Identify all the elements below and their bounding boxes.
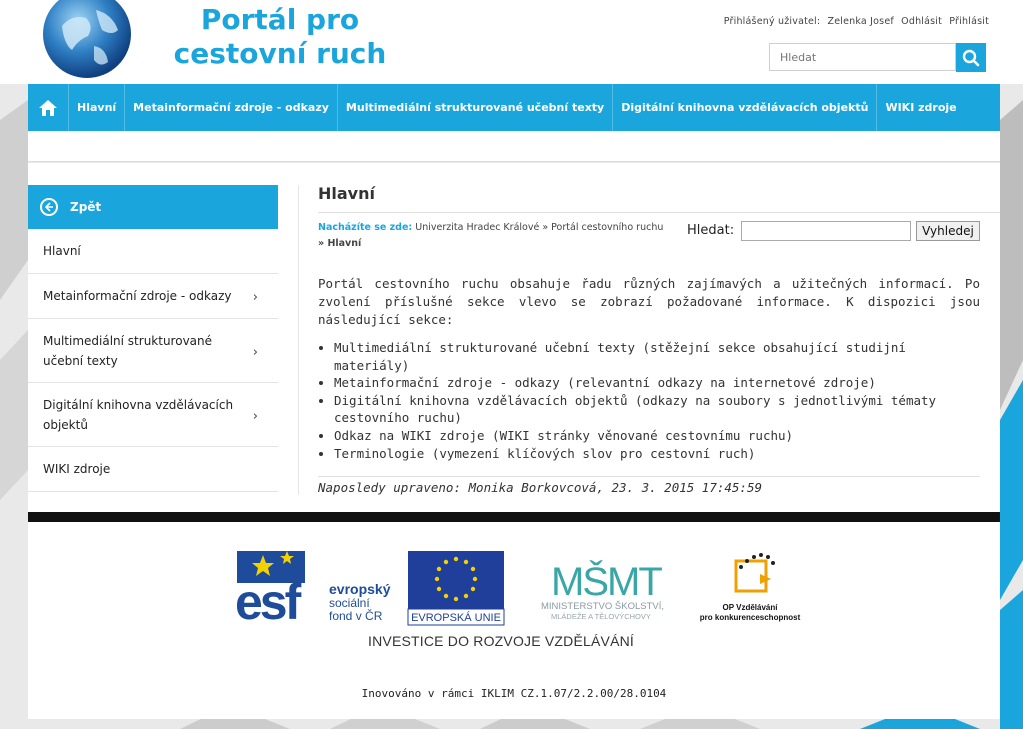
site-title-line2: cestovní ruch [173,37,387,70]
svg-text:esf: esf [235,574,299,630]
user-name[interactable]: Zelenka Josef [827,16,894,27]
esf-line3: fond v ČR [329,609,383,623]
chevron-right-icon: › [252,344,258,360]
sub-navigation-bar [28,131,1000,162]
project-info: Inovováno v rámci IKLIM CZ.1.07/2.2.00/28.0104 [361,687,667,700]
nav-item-metainformacni[interactable]: Metainformační zdroje - odkazy [124,84,337,131]
content-search-label: Hledat: [687,223,735,238]
list-item: • Multimediální strukturované učební texty (stěžejní sekce obsahující studijní materiály) [334,339,980,374]
esf-line2: sociální [329,596,370,610]
msmt-logo-icon [541,559,664,621]
op-line1: OP Vzdělávání [722,603,778,612]
sidebar-item-label: Hlavní [43,244,81,258]
sidebar-item-label: Digitální knihovna vzdělávacích objektů [43,397,234,432]
sidebar [28,185,278,492]
sidebar-item-wiki[interactable] [28,447,278,492]
last-modified: Naposledy upraveno: Monika Borkovcová, 23. 3. 2015 17:45:59 [318,480,763,496]
sidebar-item-multimedialni[interactable] [28,319,278,383]
home-icon [38,99,58,117]
footer-divider [28,512,1000,522]
eu-label: EVROPSKÁ UNIE [411,612,501,624]
list-item: • Digitální knihovna vzdělávacích objektů (odkazy na soubory s jednotlivými tématy cestovního ruchu) [334,392,980,427]
globe-logo-icon[interactable] [42,0,132,80]
list-item: • Metainformační zdroje - odkazy (relevantní odkazy na internetové zdroje) [334,374,980,392]
page-title: Hlavní [318,184,375,203]
msmt-line2: MLÁDEŽE A TĚLOVÝCHOVY [551,612,651,621]
divider [318,476,980,477]
breadcrumb-row [318,213,1000,253]
site-title[interactable] [160,3,400,71]
main-navigation [28,84,1000,131]
back-button[interactable] [28,185,278,229]
content-search-button[interactable]: Vyhledej [916,221,980,241]
user-label: Přihlášený uživatel: [723,16,821,27]
breadcrumb [318,220,698,252]
sidebar-item-digitalni-knihovna[interactable] [28,383,278,447]
esf-line1: evropský [329,581,391,597]
user-bar [720,16,989,27]
content-area [298,185,1000,495]
list-item: • Odkaz na WIKI zdroje (WIKI stránky věnované cestovnímu ruchu) [334,427,980,445]
back-label: Zpět [70,200,102,214]
nav-item-digitalni-knihovna[interactable]: Digitální knihovna vzdělávacích objektů [612,84,876,131]
header-search-input[interactable] [769,43,956,71]
content-search-input[interactable] [741,221,911,241]
list-item: • Terminologie (vymezení klíčových slov pro cestovní ruch) [334,445,980,463]
chevron-right-icon: › [252,290,258,305]
esf-logo-icon [235,551,391,630]
msmt-line1: MINISTERSTVO ŠKOLSTVÍ, [541,601,664,612]
sidebar-item-hlavni[interactable] [28,229,278,274]
section-list [318,339,980,462]
nav-item-wiki[interactable]: WIKI zdroje [876,84,964,131]
breadcrumb-path[interactable]: Univerzita Hradec Králové » Portál cestovního ruchu [415,222,664,233]
intro-text: Portál cestovního ruchu obsahuje řadu různých zajímavých a užitečných informací. Po zvolení příslušné sekce vlevo se zobrazí požadované informace. K dispozici jsou následující sekce: [318,276,980,327]
site-title-line1: Portál pro [200,3,360,36]
breadcrumb-label: Nacházíte se zde: [318,222,413,233]
footer [28,522,1000,719]
op-logo-icon [700,553,801,622]
site-header [0,0,1023,84]
chevron-right-icon: › [252,408,258,424]
search-icon [962,49,980,67]
sidebar-item-label: Metainformační zdroje - odkazy [43,289,232,303]
svg-text:MŠMT: MŠMT [551,560,661,604]
login-link[interactable]: Přihlásit [949,16,989,27]
eu-flag-icon [408,551,504,625]
nav-home[interactable] [28,84,68,131]
main-area [28,163,1000,512]
sidebar-item-metainformacni[interactable] [28,274,278,319]
header-search-button[interactable] [956,43,986,72]
breadcrumb-current: » Hlavní [318,238,362,249]
arrow-left-icon [40,198,58,216]
nav-item-hlavni[interactable]: Hlavní [68,84,124,131]
logout-link[interactable]: Odhlásit [901,16,943,27]
nav-item-multimedialni[interactable]: Multimediální strukturované učební texty [337,84,612,131]
sidebar-item-label: Multimediální strukturované učební texty [43,333,213,368]
footer-logos [233,547,813,632]
sidebar-item-label: WIKI zdroje [43,462,111,476]
op-line2: pro konkurenceschopnost [699,613,801,622]
investment-slogan: INVESTICE DO ROZVOJE VZDĚLÁVÁNÍ [368,633,635,649]
